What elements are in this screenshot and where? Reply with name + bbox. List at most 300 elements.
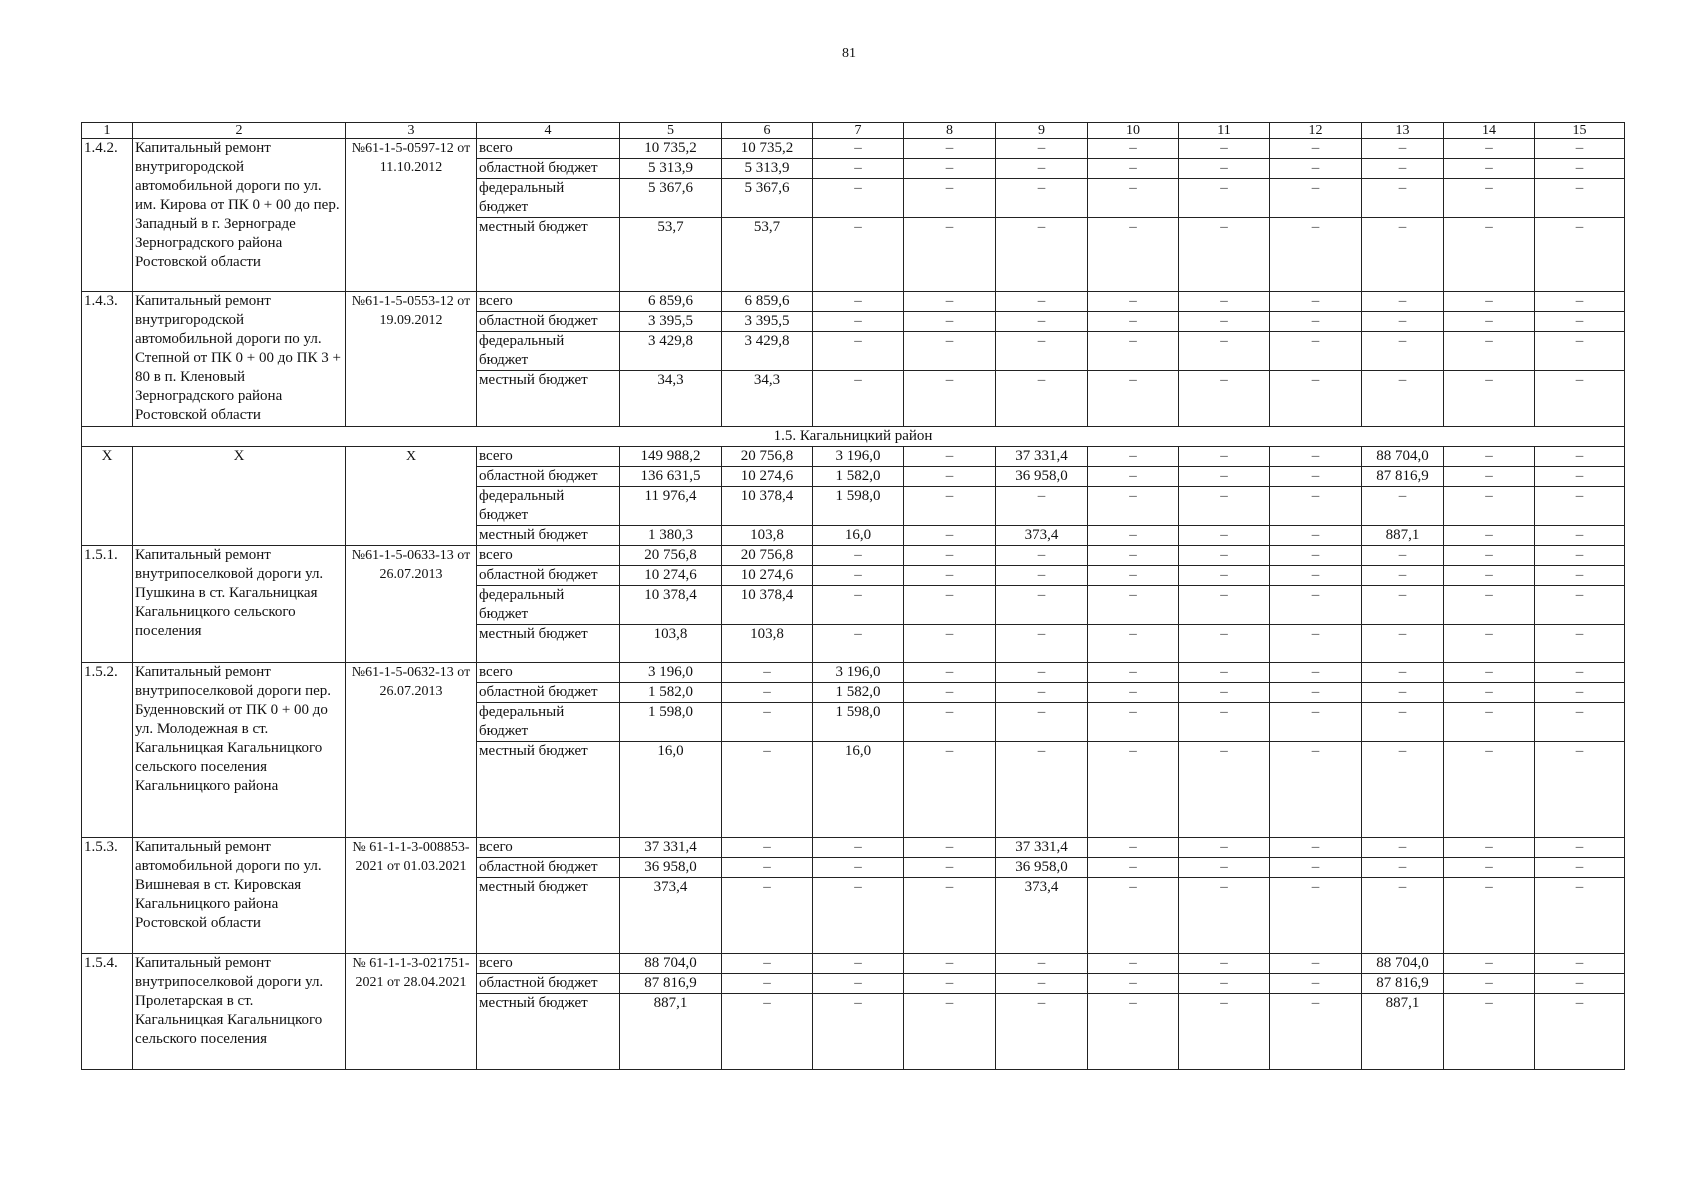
column-number-header: 4 <box>477 123 620 139</box>
amount-cell: – <box>1444 703 1535 742</box>
amount-cell: – <box>996 332 1088 371</box>
amount-cell: – <box>904 703 996 742</box>
amount-cell: – <box>1088 487 1179 526</box>
section-row <box>82 427 1625 447</box>
amount-cell: 34,3 <box>620 371 722 427</box>
funding-source: областной бюджет <box>477 566 620 586</box>
amount-cell: – <box>1444 683 1535 703</box>
object-name: Капитальный ремонт внутрипоселковой дороги ул. Пушкина в ст. Кагальницкая Кагальницкого сельского поселения <box>133 546 346 663</box>
amount-cell: – <box>1535 683 1625 703</box>
amount-cell: – <box>1088 179 1179 218</box>
amount-cell: 373,4 <box>996 878 1088 954</box>
amount-cell: – <box>813 838 904 858</box>
amount-cell: – <box>1088 858 1179 878</box>
amount-cell: – <box>1444 447 1535 467</box>
amount-cell: 3 196,0 <box>620 663 722 683</box>
amount-cell: – <box>813 954 904 974</box>
funding-source: всего <box>477 838 620 858</box>
expertise-document: №61-1-5-0597-12 от 11.10.2012 <box>346 139 477 292</box>
amount-cell: – <box>1270 994 1362 1070</box>
funding-source: федеральный бюджет <box>477 586 620 625</box>
amount-cell: 37 331,4 <box>996 447 1088 467</box>
amount-cell: – <box>996 974 1088 994</box>
amount-cell: 149 988,2 <box>620 447 722 467</box>
funding-source: местный бюджет <box>477 742 620 838</box>
amount-cell: – <box>1179 703 1270 742</box>
column-number-header: 3 <box>346 123 477 139</box>
amount-cell: – <box>813 139 904 159</box>
amount-cell: – <box>1088 663 1179 683</box>
amount-cell: – <box>813 179 904 218</box>
funding-source: областной бюджет <box>477 683 620 703</box>
amount-cell: 6 859,6 <box>722 292 813 312</box>
amount-cell: – <box>1270 954 1362 974</box>
funding-source: местный бюджет <box>477 218 620 292</box>
funding-source: местный бюджет <box>477 878 620 954</box>
amount-cell: 36 958,0 <box>620 858 722 878</box>
column-number-header: 15 <box>1535 123 1625 139</box>
amount-cell: 3 196,0 <box>813 447 904 467</box>
table-row <box>82 447 1625 467</box>
amount-cell: 10 378,4 <box>722 586 813 625</box>
amount-cell: – <box>1535 586 1625 625</box>
funding-source: всего <box>477 663 620 683</box>
amount-cell: – <box>1270 546 1362 566</box>
amount-cell: 136 631,5 <box>620 467 722 487</box>
amount-cell: 34,3 <box>722 371 813 427</box>
amount-cell: – <box>904 974 996 994</box>
funding-source: федеральный бюджет <box>477 487 620 526</box>
amount-cell: 10 735,2 <box>620 139 722 159</box>
amount-cell: – <box>904 218 996 292</box>
amount-cell: – <box>996 703 1088 742</box>
object-name: Х <box>133 447 346 546</box>
amount-cell: 103,8 <box>722 625 813 663</box>
column-number-header: 14 <box>1444 123 1535 139</box>
amount-cell: 3 429,8 <box>620 332 722 371</box>
amount-cell: – <box>904 371 996 427</box>
amount-cell: – <box>1270 742 1362 838</box>
amount-cell: – <box>1362 139 1444 159</box>
amount-cell: – <box>996 371 1088 427</box>
object-name: Капитальный ремонт внутригородской автомобильной дороги по ул. Степной от ПК 0 + 00 до ПК 3 + 80 в п. Кленовый Зерноградского района Ростовской области <box>133 292 346 427</box>
amount-cell: – <box>1179 292 1270 312</box>
amount-cell: – <box>1362 371 1444 427</box>
amount-cell: – <box>1535 566 1625 586</box>
amount-cell: – <box>1179 838 1270 858</box>
amount-cell: – <box>996 663 1088 683</box>
amount-cell: – <box>1535 954 1625 974</box>
amount-cell: – <box>1179 974 1270 994</box>
table-row <box>82 546 1625 566</box>
amount-cell: – <box>1535 703 1625 742</box>
amount-cell: – <box>1270 179 1362 218</box>
amount-cell: 10 274,6 <box>620 566 722 586</box>
amount-cell: – <box>1444 974 1535 994</box>
funding-source: местный бюджет <box>477 526 620 546</box>
amount-cell: 373,4 <box>620 878 722 954</box>
amount-cell: – <box>813 332 904 371</box>
amount-cell: 16,0 <box>620 742 722 838</box>
amount-cell: – <box>1088 878 1179 954</box>
amount-cell: – <box>996 566 1088 586</box>
amount-cell: 16,0 <box>813 526 904 546</box>
financing-table <box>81 122 1625 1070</box>
amount-cell: – <box>1270 663 1362 683</box>
amount-cell: – <box>904 526 996 546</box>
amount-cell: – <box>1088 292 1179 312</box>
amount-cell: – <box>1179 312 1270 332</box>
expertise-document: №61-1-5-0633-13 от 26.07.2013 <box>346 546 477 663</box>
amount-cell: – <box>1444 742 1535 838</box>
amount-cell: – <box>1270 218 1362 292</box>
amount-cell: 3 395,5 <box>620 312 722 332</box>
amount-cell: – <box>904 467 996 487</box>
amount-cell: – <box>1270 625 1362 663</box>
expertise-document: №61-1-5-0553-12 от 19.09.2012 <box>346 292 477 427</box>
amount-cell: – <box>1088 467 1179 487</box>
amount-cell: – <box>1270 139 1362 159</box>
amount-cell: – <box>1088 546 1179 566</box>
amount-cell: 3 429,8 <box>722 332 813 371</box>
amount-cell: – <box>1179 332 1270 371</box>
amount-cell: – <box>1088 159 1179 179</box>
amount-cell: 88 704,0 <box>1362 954 1444 974</box>
funding-source: областной бюджет <box>477 312 620 332</box>
column-number-header: 7 <box>813 123 904 139</box>
amount-cell: – <box>1179 994 1270 1070</box>
amount-cell: – <box>904 566 996 586</box>
table-row <box>82 838 1625 858</box>
amount-cell: – <box>1444 179 1535 218</box>
amount-cell: – <box>1088 332 1179 371</box>
amount-cell: – <box>1444 954 1535 974</box>
amount-cell: – <box>1362 703 1444 742</box>
amount-cell: 20 756,8 <box>722 546 813 566</box>
amount-cell: 36 958,0 <box>996 467 1088 487</box>
amount-cell: – <box>813 159 904 179</box>
amount-cell: – <box>1444 546 1535 566</box>
amount-cell: – <box>722 663 813 683</box>
amount-cell: – <box>904 139 996 159</box>
amount-cell: 10 378,4 <box>620 586 722 625</box>
item-number: 1.5.3. <box>82 838 133 954</box>
amount-cell: – <box>813 994 904 1070</box>
funding-source: местный бюджет <box>477 994 620 1070</box>
amount-cell: – <box>1088 954 1179 974</box>
amount-cell: 103,8 <box>722 526 813 546</box>
amount-cell: – <box>1270 683 1362 703</box>
amount-cell: – <box>904 994 996 1070</box>
amount-cell: – <box>1179 663 1270 683</box>
amount-cell: – <box>1444 487 1535 526</box>
amount-cell: – <box>813 312 904 332</box>
amount-cell: 11 976,4 <box>620 487 722 526</box>
amount-cell: – <box>722 878 813 954</box>
amount-cell: 1 598,0 <box>813 487 904 526</box>
expertise-document: №61-1-5-0632-13 от 26.07.2013 <box>346 663 477 838</box>
amount-cell: – <box>722 858 813 878</box>
column-number-header: 10 <box>1088 123 1179 139</box>
amount-cell: 10 274,6 <box>722 467 813 487</box>
amount-cell: – <box>1444 467 1535 487</box>
column-number-header: 2 <box>133 123 346 139</box>
amount-cell: – <box>1535 447 1625 467</box>
amount-cell: 1 582,0 <box>813 683 904 703</box>
amount-cell: – <box>1535 179 1625 218</box>
amount-cell: – <box>1088 312 1179 332</box>
amount-cell: – <box>1444 159 1535 179</box>
amount-cell: – <box>813 371 904 427</box>
item-number: 1.5.4. <box>82 954 133 1070</box>
column-number-header: 5 <box>620 123 722 139</box>
amount-cell: 5 367,6 <box>722 179 813 218</box>
amount-cell: – <box>1088 683 1179 703</box>
amount-cell: – <box>1362 312 1444 332</box>
funding-source: федеральный бюджет <box>477 179 620 218</box>
amount-cell: – <box>1088 447 1179 467</box>
amount-cell: – <box>1444 625 1535 663</box>
amount-cell: – <box>904 742 996 838</box>
amount-cell: – <box>1444 139 1535 159</box>
amount-cell: – <box>1088 625 1179 663</box>
amount-cell: – <box>1362 586 1444 625</box>
amount-cell: – <box>1535 742 1625 838</box>
amount-cell: – <box>996 487 1088 526</box>
amount-cell: – <box>1270 447 1362 467</box>
amount-cell: – <box>813 878 904 954</box>
item-number: Х <box>82 447 133 546</box>
page-number: 81 <box>842 46 856 61</box>
amount-cell: – <box>722 994 813 1070</box>
amount-cell: – <box>996 139 1088 159</box>
amount-cell: 887,1 <box>1362 526 1444 546</box>
amount-cell: – <box>722 954 813 974</box>
amount-cell: – <box>1179 625 1270 663</box>
amount-cell: – <box>813 586 904 625</box>
amount-cell: – <box>1535 878 1625 954</box>
amount-cell: – <box>904 332 996 371</box>
column-number-header: 13 <box>1362 123 1444 139</box>
column-number-header: 8 <box>904 123 996 139</box>
amount-cell: – <box>1444 994 1535 1070</box>
funding-source: местный бюджет <box>477 371 620 427</box>
amount-cell: – <box>904 447 996 467</box>
amount-cell: – <box>996 586 1088 625</box>
amount-cell: – <box>904 954 996 974</box>
amount-cell: – <box>1444 858 1535 878</box>
column-number-header: 12 <box>1270 123 1362 139</box>
amount-cell: – <box>1535 546 1625 566</box>
amount-cell: – <box>1535 858 1625 878</box>
column-number-header: 9 <box>996 123 1088 139</box>
expertise-document: № 61-1-1-3-021751-2021 от 28.04.2021 <box>346 954 477 1070</box>
amount-cell: 5 367,6 <box>620 179 722 218</box>
amount-cell: – <box>1088 218 1179 292</box>
amount-cell: 3 395,5 <box>722 312 813 332</box>
amount-cell: – <box>813 218 904 292</box>
amount-cell: – <box>1179 878 1270 954</box>
amount-cell: – <box>722 703 813 742</box>
amount-cell: – <box>1535 292 1625 312</box>
amount-cell: – <box>1179 858 1270 878</box>
amount-cell: 88 704,0 <box>1362 447 1444 467</box>
item-number: 1.5.1. <box>82 546 133 663</box>
section-title: 1.5. Кагальницкий район <box>82 427 1625 447</box>
amount-cell: 87 816,9 <box>1362 467 1444 487</box>
amount-cell: – <box>1362 878 1444 954</box>
amount-cell: – <box>1088 371 1179 427</box>
amount-cell: – <box>813 292 904 312</box>
object-name: Капитальный ремонт внутрипоселковой дороги ул. Пролетарская в ст. Кагальницкая Кагальницкого сельского поселения <box>133 954 346 1070</box>
amount-cell: – <box>1179 179 1270 218</box>
amount-cell: – <box>1270 332 1362 371</box>
funding-source: всего <box>477 139 620 159</box>
amount-cell: – <box>996 742 1088 838</box>
amount-cell: 1 582,0 <box>620 683 722 703</box>
amount-cell: – <box>904 292 996 312</box>
amount-cell: – <box>1088 994 1179 1070</box>
amount-cell: – <box>1444 663 1535 683</box>
amount-cell: – <box>1179 742 1270 838</box>
amount-cell: – <box>904 625 996 663</box>
amount-cell: – <box>996 546 1088 566</box>
amount-cell: 53,7 <box>620 218 722 292</box>
amount-cell: – <box>1270 586 1362 625</box>
amount-cell: – <box>1179 566 1270 586</box>
object-name: Капитальный ремонт внутригородской автомобильной дороги по ул. им. Кирова от ПК 0 + 00 до пер. Западный в г. Зернограде Зерноградского района Ростовской области <box>133 139 346 292</box>
amount-cell: – <box>1444 292 1535 312</box>
amount-cell: – <box>1179 954 1270 974</box>
amount-cell: – <box>722 838 813 858</box>
item-number: 1.4.2. <box>82 139 133 292</box>
amount-cell: – <box>996 159 1088 179</box>
amount-cell: – <box>1444 526 1535 546</box>
amount-cell: – <box>1362 179 1444 218</box>
amount-cell: – <box>1535 159 1625 179</box>
amount-cell: – <box>1444 332 1535 371</box>
amount-cell: – <box>1535 371 1625 427</box>
expertise-document: Х <box>346 447 477 546</box>
amount-cell: – <box>1444 566 1535 586</box>
amount-cell: – <box>1179 487 1270 526</box>
amount-cell: – <box>1179 526 1270 546</box>
amount-cell: – <box>1179 371 1270 427</box>
funding-source: областной бюджет <box>477 467 620 487</box>
funding-source: федеральный бюджет <box>477 332 620 371</box>
amount-cell: – <box>1362 858 1444 878</box>
amount-cell: – <box>1362 487 1444 526</box>
amount-cell: 5 313,9 <box>620 159 722 179</box>
amount-cell: – <box>1362 663 1444 683</box>
amount-cell: – <box>1270 487 1362 526</box>
column-number-header: 1 <box>82 123 133 139</box>
amount-cell: – <box>1179 218 1270 292</box>
amount-cell: – <box>1088 703 1179 742</box>
funding-source: всего <box>477 292 620 312</box>
item-number: 1.5.2. <box>82 663 133 838</box>
amount-cell: – <box>1270 292 1362 312</box>
amount-cell: – <box>1444 312 1535 332</box>
amount-cell: – <box>1270 159 1362 179</box>
amount-cell: – <box>904 312 996 332</box>
amount-cell: 37 331,4 <box>996 838 1088 858</box>
amount-cell: 20 756,8 <box>620 546 722 566</box>
amount-cell: 10 378,4 <box>722 487 813 526</box>
amount-cell: – <box>1535 487 1625 526</box>
amount-cell: – <box>1535 467 1625 487</box>
amount-cell: – <box>1362 159 1444 179</box>
amount-cell: – <box>1088 566 1179 586</box>
amount-cell: – <box>1362 742 1444 838</box>
header-row <box>82 123 1625 139</box>
amount-cell: – <box>813 546 904 566</box>
amount-cell: 16,0 <box>813 742 904 838</box>
amount-cell: – <box>1362 683 1444 703</box>
amount-cell: – <box>1535 974 1625 994</box>
amount-cell: – <box>1179 546 1270 566</box>
column-number-header: 11 <box>1179 123 1270 139</box>
amount-cell: – <box>1179 139 1270 159</box>
amount-cell: – <box>1270 838 1362 858</box>
amount-cell: – <box>1179 586 1270 625</box>
funding-source: областной бюджет <box>477 858 620 878</box>
amount-cell: – <box>1088 526 1179 546</box>
column-number-header: 6 <box>722 123 813 139</box>
amount-cell: – <box>1179 683 1270 703</box>
amount-cell: – <box>1088 838 1179 858</box>
object-name: Капитальный ремонт автомобильной дороги по ул. Вишневая в ст. Кировская Кагальницкого района Ростовской области <box>133 838 346 954</box>
amount-cell: – <box>1270 878 1362 954</box>
amount-cell: 103,8 <box>620 625 722 663</box>
amount-cell: 87 816,9 <box>1362 974 1444 994</box>
amount-cell: – <box>813 625 904 663</box>
amount-cell: – <box>996 625 1088 663</box>
amount-cell: – <box>904 663 996 683</box>
amount-cell: – <box>1362 838 1444 858</box>
amount-cell: 6 859,6 <box>620 292 722 312</box>
funding-source: всего <box>477 954 620 974</box>
amount-cell: 37 331,4 <box>620 838 722 858</box>
amount-cell: – <box>1444 838 1535 858</box>
amount-cell: – <box>1362 625 1444 663</box>
amount-cell: 20 756,8 <box>722 447 813 467</box>
amount-cell: – <box>1535 139 1625 159</box>
amount-cell: – <box>1270 312 1362 332</box>
amount-cell: 1 598,0 <box>620 703 722 742</box>
amount-cell: – <box>1270 703 1362 742</box>
amount-cell: – <box>1270 974 1362 994</box>
item-number: 1.4.3. <box>82 292 133 427</box>
amount-cell: – <box>1088 742 1179 838</box>
amount-cell: 887,1 <box>620 994 722 1070</box>
amount-cell: – <box>904 546 996 566</box>
amount-cell: – <box>1535 332 1625 371</box>
amount-cell: – <box>1179 159 1270 179</box>
amount-cell: – <box>1179 467 1270 487</box>
amount-cell: 10 274,6 <box>722 566 813 586</box>
amount-cell: – <box>996 994 1088 1070</box>
amount-cell: – <box>1535 663 1625 683</box>
amount-cell: – <box>1535 526 1625 546</box>
table-row <box>82 292 1625 312</box>
amount-cell: – <box>904 838 996 858</box>
amount-cell: – <box>904 159 996 179</box>
amount-cell: – <box>1088 586 1179 625</box>
amount-cell: 53,7 <box>722 218 813 292</box>
amount-cell: – <box>1444 586 1535 625</box>
amount-cell: – <box>904 858 996 878</box>
